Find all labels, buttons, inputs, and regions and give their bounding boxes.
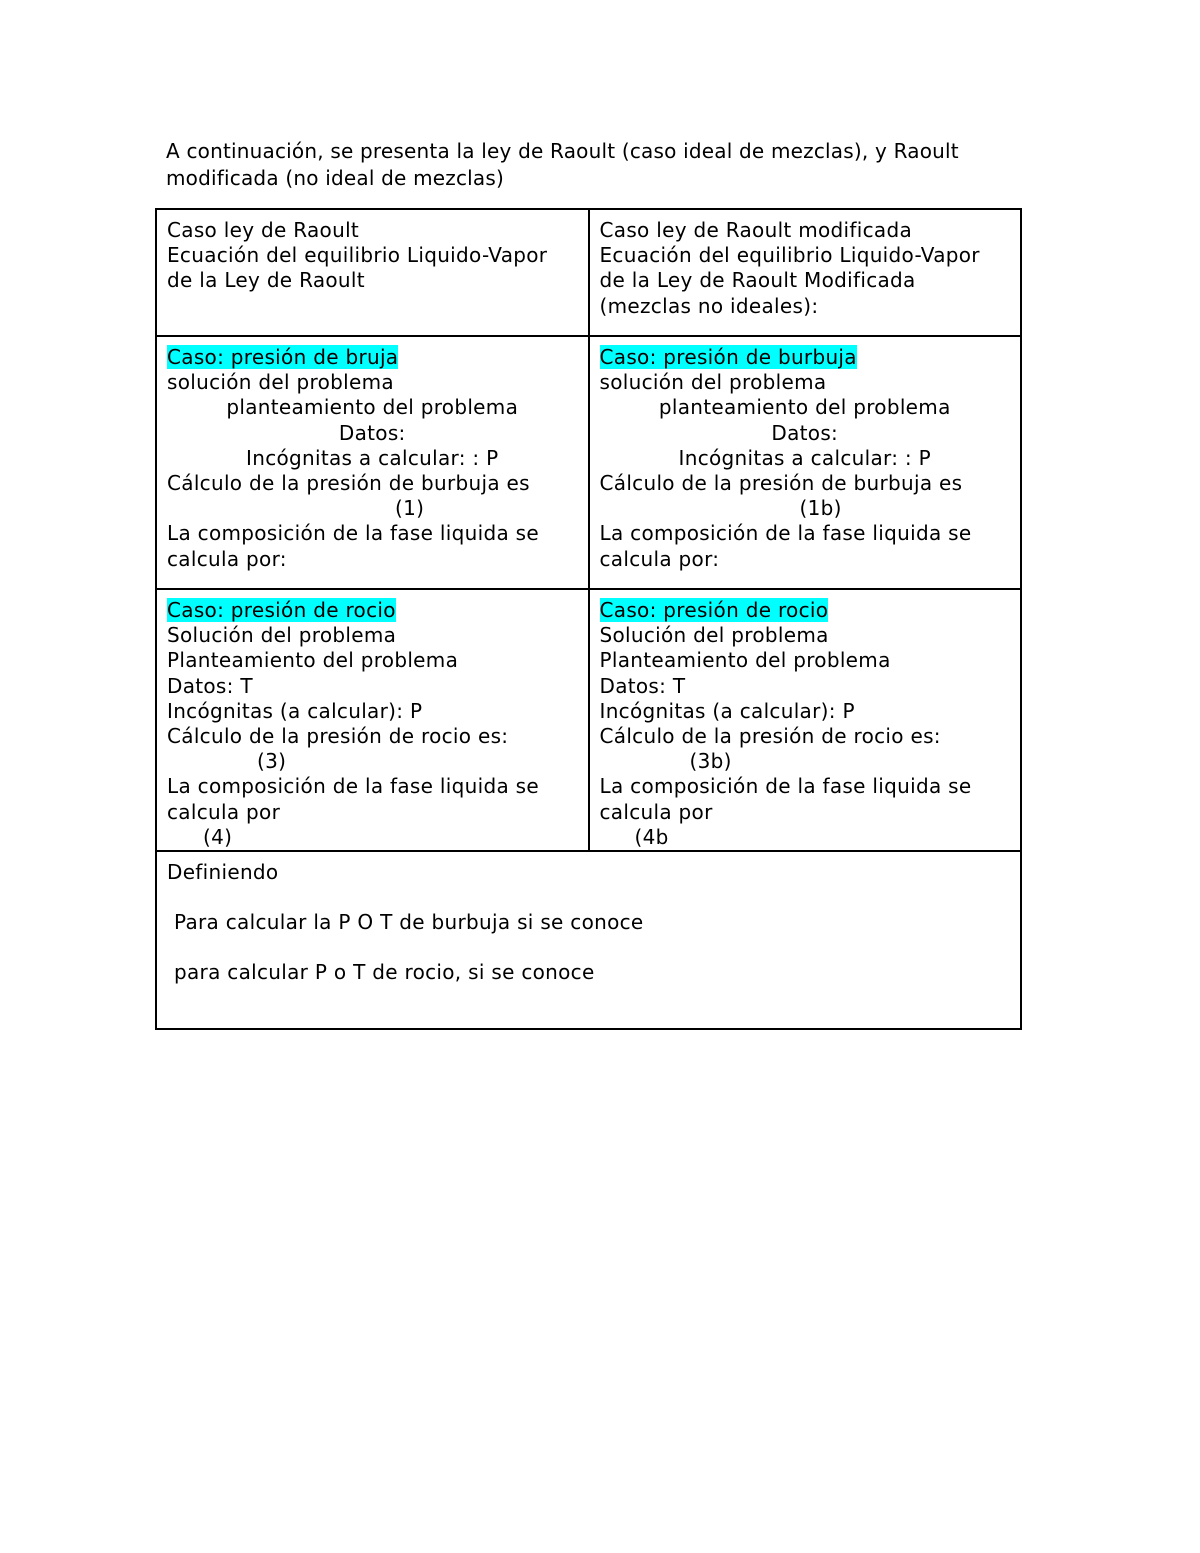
cell-text: solución del problema — [599, 370, 827, 395]
cell-text: Planteamiento del problema — [167, 648, 459, 673]
cell-text: Ecuación del equilibrio Liquido-Vapor — [167, 243, 548, 268]
cell-text: (mezclas no ideales): — [599, 293, 819, 318]
cell-text: calcula por — [167, 799, 281, 824]
cell-text: Incógnitas a calcular: : P — [246, 445, 499, 470]
cell-text: solución del problema — [167, 370, 394, 395]
table-row — [156, 589, 1021, 851]
raoult-table — [155, 208, 1022, 1030]
cell-text: La composición de la fase liquida se — [599, 774, 972, 799]
cell-text: calcula por: — [167, 546, 287, 571]
equation-number: (3b) — [689, 749, 732, 774]
cell-text: de la Ley de Raoult Modificada — [599, 268, 916, 293]
cell-text: La composición de la fase liquida se — [167, 521, 539, 546]
cell-text: Datos: T — [599, 673, 686, 698]
highlighted-heading: Caso: presión de rocio — [167, 598, 396, 622]
dew-definition: para calcular P o T de rocio, si se conoce — [174, 960, 595, 985]
cell-bubble-ideal — [156, 336, 589, 589]
highlighted-heading: Caso: presión de burbuja — [599, 345, 857, 369]
highlighted-heading: Caso: presión de rocio — [599, 598, 829, 622]
cell-text: calcula por — [599, 799, 713, 824]
cell-dew-modified — [589, 589, 1022, 851]
cell-text: Cálculo de la presión de burbuja es — [599, 471, 963, 496]
bubble-definition: Para calcular la P O T de burbuja si se conoce — [174, 910, 644, 935]
cell-text: calcula por: — [599, 546, 720, 571]
cell-text: Caso ley de Raoult — [167, 218, 360, 242]
cell-raoult-ideal — [156, 209, 589, 336]
equation-number: (1b) — [799, 496, 842, 521]
cell-text: Solución del problema — [167, 623, 397, 648]
cell-raoult-modified — [589, 209, 1022, 336]
equation-number: (3) — [257, 749, 287, 774]
cell-text: Cálculo de la presión de burbuja es — [167, 471, 530, 496]
highlighted-heading: Caso: presión de bruja — [167, 345, 399, 369]
table-row — [156, 209, 1021, 336]
cell-text: Cálculo de la presión de rocio es: — [599, 724, 941, 749]
cell-text: Caso ley de Raoult modificada — [599, 218, 912, 242]
cell-text: Cálculo de la presión de rocio es: — [167, 724, 509, 749]
intro-paragraph: A continuación, se presenta la ley de Raoult (caso ideal de mezclas), y Raoult modificada (no ideal de mezclas) — [166, 139, 959, 190]
table-row — [156, 336, 1021, 589]
equation-number: (4b — [634, 824, 669, 849]
definitions-title: Definiendo — [167, 860, 279, 885]
cell-bubble-modified — [589, 336, 1022, 589]
cell-text: Incógnitas (a calcular): P — [167, 698, 423, 723]
equation-number: (1) — [395, 496, 425, 521]
cell-text: Incógnitas a calcular: : P — [678, 445, 931, 470]
equation-number: (4) — [203, 824, 233, 849]
cell-text: Datos: T — [167, 673, 253, 698]
cell-text: Incógnitas (a calcular): P — [599, 698, 855, 723]
cell-text: La composición de la fase liquida se — [599, 521, 972, 546]
cell-text: Planteamiento del problema — [599, 648, 891, 673]
cell-text: Solución del problema — [599, 623, 829, 648]
cell-text: planteamiento del problema — [226, 395, 519, 420]
cell-dew-ideal — [156, 589, 589, 851]
cell-text: Ecuación del equilibrio Liquido-Vapor — [599, 243, 980, 268]
cell-text: Datos: — [771, 420, 839, 445]
cell-text: planteamiento del problema — [658, 395, 951, 420]
cell-text: La composición de la fase liquida se — [167, 774, 539, 799]
cell-text: Datos: — [338, 420, 406, 445]
cell-definitions — [156, 851, 1021, 1029]
cell-text: de la Ley de Raoult — [167, 268, 365, 293]
table-row — [156, 851, 1021, 1029]
